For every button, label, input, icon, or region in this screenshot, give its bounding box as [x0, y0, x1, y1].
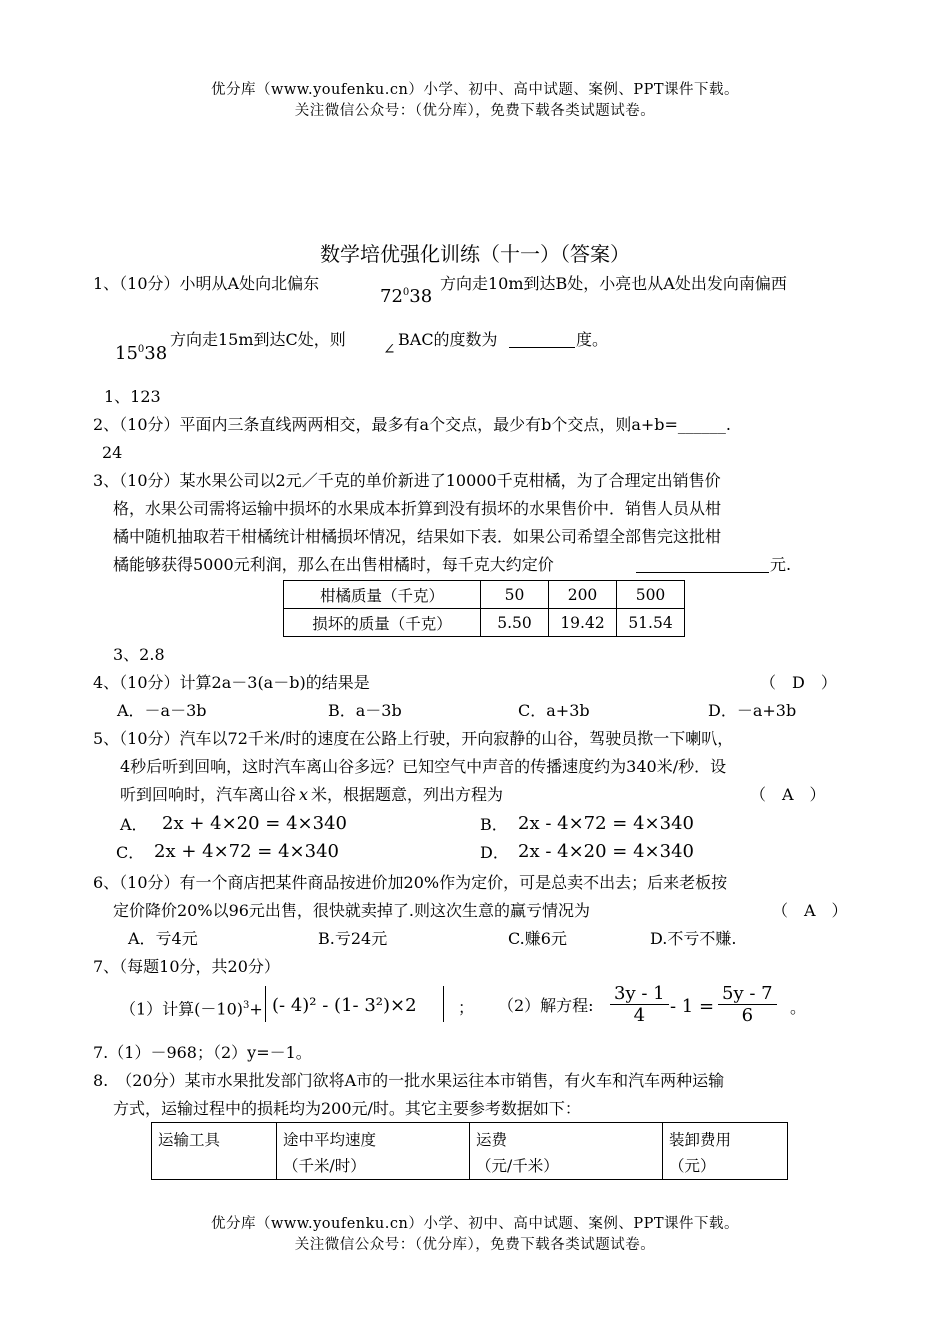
q1-angle-2 — [115, 343, 167, 364]
q1-blank — [509, 331, 575, 348]
q5-label-b: B． — [480, 815, 508, 834]
q1-angle-2-min: 38 — [144, 343, 168, 364]
q4-option-c: C．a+3b — [518, 701, 590, 720]
table-cell: 19.42 — [549, 609, 617, 637]
th-speed: 途中平均速度 — [283, 1131, 377, 1149]
q1-angle-1-sup: 0 — [402, 287, 410, 298]
q8-table — [151, 1122, 788, 1180]
q7-end: 。 — [790, 998, 807, 1017]
q1-text-e: 度。 — [576, 330, 609, 349]
q2-text: 2、（10分）平面内三条直线两两相交，最多有a个交点，最少有b个交点，则a+b=______. — [93, 415, 732, 434]
footer-line-1: 优分库（www.youfenku.cn）小学、初中、高中试题、案例、PPT课件下载。 — [210, 1216, 740, 1232]
q7-part-1 — [120, 996, 263, 1019]
table-cell: 200 — [549, 581, 617, 609]
q1-angle-1-min: 38 — [409, 286, 433, 307]
table-row — [284, 581, 685, 609]
q7-part-1-plus: + — [249, 999, 263, 1019]
q6-option-a: A．亏4元 — [128, 929, 198, 948]
q6-line-2: 定价降价20%以96元出售，很快就卖掉了.则这次生意的赢亏情况为 — [113, 901, 591, 920]
q5-equation-b: 2x - 4×72 = 4×340 — [518, 813, 694, 834]
table-cell — [277, 1123, 470, 1180]
q5-line-3 — [120, 785, 503, 805]
q3-line-1: 3、（10分）某水果公司以2元／千克的单价新进了10000千克柑橘，为了合理定出销售价 — [93, 471, 721, 490]
q8-line-2: 方式，运输过程中的损耗均为200元/时。其它主要参考数据如下： — [113, 1099, 581, 1118]
q1-text-a: 1、（10分）小明从A处向北偏东 — [93, 274, 320, 293]
q5-label-c: C． — [116, 843, 145, 862]
q3-blank — [636, 556, 769, 573]
q7-fraction-2 — [718, 983, 777, 1026]
q6-option-b: B.亏24元 — [318, 929, 388, 948]
header-line-2: 关注微信公众号：（优分库），免费下载各类试题试卷。 — [294, 103, 656, 119]
q6-option-d: D.不亏不赚. — [650, 929, 737, 948]
q5-answer: （ A ） — [750, 785, 826, 804]
abs-bar-left — [265, 986, 268, 1022]
table-cell: 柑橘质量（千克） — [284, 581, 481, 609]
q4-option-b: B．a－3b — [328, 701, 402, 720]
q5-line-2: 4秒后听到回响，这时汽车离山谷多远？已知空气中声音的传播速度约为340米/秒．设 — [120, 757, 727, 776]
th-loading: 装卸费用 — [669, 1131, 732, 1149]
q1-text-d: BAC的度数为 — [398, 330, 498, 349]
q3-answer: 3、2.8 — [113, 645, 165, 664]
q5-variable: x — [299, 785, 309, 804]
q3-table — [283, 580, 685, 637]
table-cell: 500 — [617, 581, 685, 609]
q7-line-1: 7、（每题10分，共20分） — [93, 957, 280, 976]
q2-answer: 24 — [102, 443, 123, 462]
q7-expression: (- 4)² - (1- 3²)×2 — [272, 995, 417, 1016]
q7-part-1-exp: 3 — [243, 1000, 250, 1011]
table-row — [152, 1123, 788, 1180]
q4-option-a: A．－a－3b — [117, 701, 207, 720]
table-row — [284, 609, 685, 637]
header-line-1: 优分库（www.youfenku.cn）小学、初中、高中试题、案例、PPT课件下载。 — [210, 82, 740, 98]
q4-text: 4、（10分）计算2a－3(a－b)的结果是 — [93, 673, 370, 692]
q6-answer: （ A ） — [772, 901, 848, 920]
th-transport: 运输工具 — [158, 1131, 221, 1149]
q1-angle-2-sup: 0 — [137, 344, 145, 355]
th-loading-unit: （元） — [669, 1157, 716, 1175]
table-cell — [152, 1123, 277, 1180]
q1-angle-2-deg: 15 — [115, 343, 138, 364]
q7-answer: 7.（1）－968；（2）y=－1。 — [93, 1043, 312, 1062]
q8-line-1: 8. （20分）某市水果批发部门欲将A市的一批水果运往本市销售，有火车和汽车两种运输 — [93, 1071, 725, 1090]
q3-line-3: 橘中随机抽取若干柑橘统计柑橘损坏情况，结果如下表．如果公司希望全部售完这批柑 — [113, 527, 722, 546]
q5-equation-d: 2x - 4×20 = 4×340 — [518, 841, 694, 862]
q5-label-a: A． — [120, 815, 148, 834]
table-cell — [663, 1123, 788, 1180]
q3-line-2: 格，水果公司需将运输中损坏的水果成本折算到没有损坏的水果售价中．销售人员从柑 — [113, 499, 722, 518]
table-cell — [470, 1123, 663, 1180]
page-title: 数学培优强化训练（十一）（答案） — [320, 242, 630, 266]
q7-fraction-2-num: 5y - 7 — [718, 983, 777, 1005]
q5-equation-a: 2x + 4×20 = 4×340 — [162, 813, 347, 834]
table-cell: 50 — [481, 581, 549, 609]
q6-option-c: C.赚6元 — [508, 929, 567, 948]
q7-semicolon: ； — [458, 998, 475, 1017]
table-cell: 51.54 — [617, 609, 685, 637]
q1-angle-1-deg: 72 — [380, 286, 403, 307]
q5-line-1: 5、（10分）汽车以72千米/时的速度在公路上行驶，开向寂静的山谷，驾驶员揿一下喇叭， — [93, 729, 734, 748]
th-speed-unit: （千米/时） — [283, 1157, 366, 1175]
q1-text-c: 方向走15m到达C处，则 — [170, 330, 346, 349]
table-cell: 损坏的质量（千克） — [284, 609, 481, 637]
q1-text-b: 方向走10m到达B处，小亮也从A处出发向南偏西 — [440, 274, 787, 293]
th-freight: 运费 — [476, 1131, 508, 1149]
q7-fraction-1-den: 4 — [633, 1005, 646, 1026]
q3-line-4a: 橘能够获得5000元利润，那么在出售柑橘时，每千克大约定价 — [113, 555, 554, 574]
q7-part-2-label: （2）解方程: — [498, 996, 594, 1015]
q7-fraction-2-den: 6 — [741, 1005, 754, 1026]
q6-line-1: 6、（10分）有一个商店把某件商品按进价加20%作为定价，可是总卖不出去；后来老板按 — [93, 873, 728, 892]
th-freight-unit: （元/千米） — [476, 1157, 559, 1175]
abs-bar-right — [443, 986, 446, 1022]
q5-line-3b: 米，根据题意，列出方程为 — [311, 785, 504, 804]
q5-label-d: D． — [480, 843, 509, 862]
q7-minus-one: - 1 = — [670, 996, 715, 1017]
footer-line-2: 关注微信公众号：（优分库），免费下载各类试题试卷。 — [294, 1237, 656, 1253]
q4-answer: （ D ） — [760, 673, 837, 692]
q5-line-3a: 听到回响时，汽车离山谷 — [120, 785, 297, 804]
q1-angle-1 — [380, 286, 432, 307]
q7-part-1-label: （1）计算(－10) — [120, 999, 244, 1019]
q3-line-4b: 元. — [770, 555, 792, 574]
q1-answer: 1、123 — [104, 387, 161, 406]
q7-fraction-1 — [610, 983, 669, 1026]
table-cell: 5.50 — [481, 609, 549, 637]
q7-fraction-1-num: 3y - 1 — [610, 983, 669, 1005]
q5-equation-c: 2x + 4×72 = 4×340 — [154, 841, 339, 862]
q4-option-d: D．－a+3b — [708, 701, 797, 720]
angle-icon: ∠ — [383, 340, 396, 358]
